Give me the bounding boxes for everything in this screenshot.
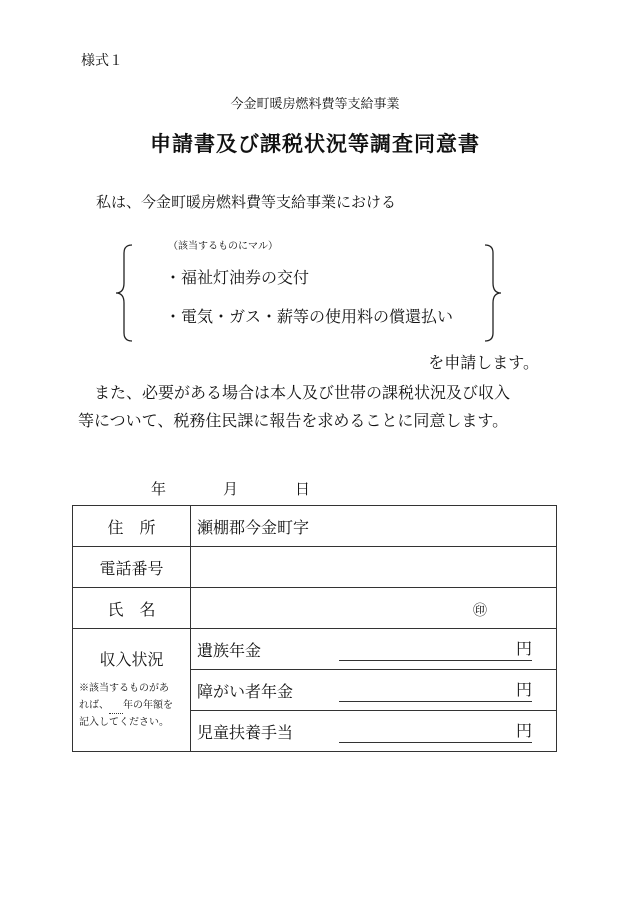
- income-note: [73, 680, 190, 731]
- income-item-name: 児童扶養手当: [197, 722, 294, 742]
- income-note-part-a: れば、: [79, 700, 109, 711]
- consent-text: [78, 379, 558, 435]
- select-note: （該当するものにマル）: [168, 241, 278, 252]
- right-brace-icon: [483, 243, 505, 343]
- consent-line-2: 等について、税務住民課に報告を求めることに同意します。: [78, 411, 509, 430]
- address-field[interactable]: 瀬棚郡今金町字: [191, 506, 557, 547]
- income-amount-field[interactable]: 円: [339, 638, 532, 661]
- income-amount-field[interactable]: 円: [339, 720, 532, 743]
- income-item-name: 障がい者年金: [197, 681, 294, 701]
- address-label: 住 所: [73, 506, 191, 547]
- name-field[interactable]: [191, 588, 557, 629]
- date-year: 年: [151, 480, 167, 498]
- income-item-child-allowance: [191, 711, 557, 752]
- date-day: 日: [295, 480, 311, 498]
- form-number-label: 様式１: [81, 53, 123, 69]
- consent-line-1: また、必要がある場合は本人及び世帯の課税状況及び収入: [78, 383, 511, 402]
- program-name: 今金町暖房燃料費等支給事業: [230, 97, 400, 112]
- left-brace-icon: [112, 243, 134, 343]
- seal-mark: ㊞: [473, 603, 487, 619]
- income-item-name: 遺族年金: [197, 640, 262, 660]
- phone-label: 電話番号: [73, 547, 191, 588]
- option-fuel-ticket[interactable]: ・福祉灯油券の交付: [165, 268, 310, 287]
- intro-text: 私は、今金町暖房燃料費等支給事業における: [96, 193, 397, 211]
- income-note-line-1: ※該当するものがあ: [79, 683, 169, 694]
- document-title: 申請書及び課税状況等調査同意書: [150, 131, 480, 156]
- income-label-cell: [73, 629, 191, 752]
- income-note-line-2: [79, 697, 190, 714]
- income-note-line-3: 記入してください。: [79, 717, 169, 728]
- year-blank[interactable]: [109, 703, 123, 714]
- option-utility-reimbursement[interactable]: ・電気・ガス・薪等の使用料の償還払い: [165, 307, 454, 326]
- name-row: [73, 588, 557, 629]
- name-label: 氏 名: [73, 588, 191, 629]
- income-row-1: [73, 629, 557, 670]
- income-item-disability-pension: [191, 670, 557, 711]
- apply-text: を申請します。: [428, 353, 539, 372]
- address-row: [73, 506, 557, 547]
- income-note-part-b: 年の年額を: [123, 700, 173, 711]
- phone-row: [73, 547, 557, 588]
- phone-field[interactable]: [191, 547, 557, 588]
- date-month: 月: [223, 480, 239, 498]
- income-amount-field[interactable]: 円: [339, 679, 532, 702]
- income-item-survivor-pension: [191, 629, 557, 670]
- applicant-table: [72, 505, 557, 752]
- income-label: 収入状況: [99, 650, 164, 669]
